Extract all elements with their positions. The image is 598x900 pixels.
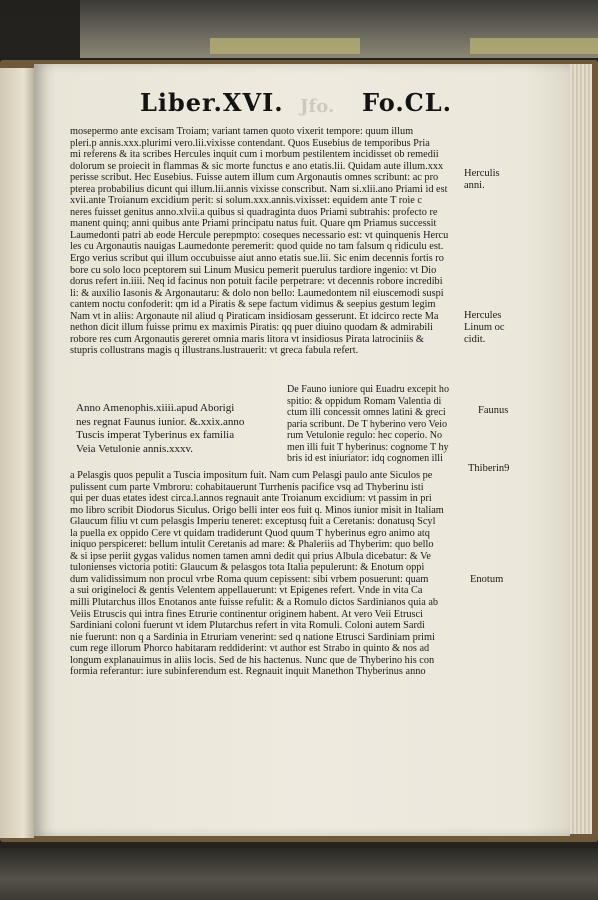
text-line: Ergo verius scribut qui illum occubuisse aiut anno etatis sue.lii. Sic enim decennis fortis ro [70, 253, 444, 265]
text-line: Tuscis imperat Tyberinus ex familia [76, 429, 235, 441]
text-line: Laumedonti patri ab eode Hercule perepmpto: coseques necessario est: vt quinquenis Hercu [70, 229, 449, 241]
text-line: les cu Argonautis nauigas Laumedonte peremerit: quod quide no tam falsum q ridiculu est. [70, 241, 444, 253]
facing-page-edge [0, 68, 34, 838]
text-line: paria scribunt. De T hyberino vero Veio [287, 418, 448, 430]
text-line: a sui origineloci & gentis Velentem appellauerunt: vt Epigenes refert. Vnde in vita Ca [70, 585, 423, 597]
text-line: la puella ex oppido Cere vt quidam tradiderunt Quod quum T hyberinus egro animo atq [70, 527, 430, 539]
text-line: bore cu solo loco pceptorem sui Linum Musicu pemerit puerulus tardiore ingenio: vt Dio [70, 264, 437, 276]
text-line: longum explanauimus in aliis locis. Sed de his hactenus. Nunc que de Thyberino his con [70, 654, 435, 666]
running-head-left: Liber.XVI. [140, 88, 284, 117]
text-line: tulonienses victoria potiti: Glaucum & pelasgos tota Italia pepulerunt: & Enotum oppi [70, 562, 425, 574]
marginal-note-enotum: Enotum [470, 574, 504, 585]
marginal-note-herculis: Herculis anni. [464, 168, 500, 191]
text-line: Anno Amenophis.xiiii.apud Aborigi [76, 402, 235, 414]
main-text-top [70, 126, 448, 357]
text-line: formia referantur: iure subinferendum est. Regnauit inquit Manethon Thyberinus anno [70, 666, 426, 678]
text-line: iniquo perspiceret: bellum intulit Ceretanis ad mare: & Phaleriis ad Thyberim: quo bello [70, 539, 434, 551]
text-line: spitio: & oppidum Romam Valentia di [287, 395, 442, 407]
text-line: pulissent cum parte Vmbroru: cohabitauerunt Turrhenis pacifice vsq ad Thyberinu isti [70, 481, 424, 493]
text-line: perisse scribut. Hec Eusebius. Fuisse autem illum cum Argonautis omnes scribunt: ac pro [70, 172, 439, 184]
tape-strip [470, 38, 598, 54]
text-line: Veiis Etruscis qui intra fines Etrurie continentur originem habent. At vero Veii Etrusci [70, 608, 423, 620]
bottom-surface [0, 848, 598, 900]
right-column-text [287, 384, 449, 465]
text-line: mi referens & ita scribes Hercules inquit cum i morbum pestilentem incidisset ob remedii [70, 149, 439, 161]
text-line: mosepermo ante excisam Troiam; variant tamen quoto vixerit tempore: quum illum [70, 126, 414, 137]
show-through-text: Jfo. [300, 96, 335, 117]
marginal-note-thiberinus: Thiberin9 [468, 463, 510, 474]
marginal-note-faunus: Faunus [478, 405, 509, 416]
text-line: men illi fuit T hyberinus: cognome T hy [287, 441, 449, 453]
text-line: pterea probabilius dicunt qui illum.lii.annis vixisse conscribut. Nam si.xlii.ano Priami id est [70, 183, 448, 195]
text-line: xvii.ante Troianum excidium perit: si solum.xxx.annis.vixisset: equidem ante T roie c [70, 195, 422, 207]
text-line: manent quinq; anni quibus ante Priami principatu natus fuit. Quare qm Priamus successit [70, 218, 437, 230]
text-line: a Pelasgis quos pepulit a Tuscia impositum fuit. Nam cum Pelasgi paulo ante Siculos pe [70, 470, 433, 481]
text-line: nie fuerunt: non q a Sardinia in Etruriam venerint: sed q natione Etrusci Sardiniam primi [70, 631, 435, 643]
text-line: cum rege illorum Phorco habitaram reddiderint: vt author est Strabo in quinto & nos ad [70, 643, 430, 655]
text-line: bris id est iniuriator: idq cognomen illi [287, 453, 443, 465]
text-line: nethon dicit illum fuisse primu ex maximis Piratis: qq puer diuino quodam & admirabili [70, 322, 433, 334]
text-line: dum validissimum non procul vrbe Roma quum cepissent: sibi vrbem posuerunt: quam [70, 573, 429, 585]
text-line: Veia Vetulonie annis.xxxv. [76, 442, 194, 455]
text-line: nes regnat Faunus iunior. &.xxix.anno [76, 415, 245, 428]
text-line: robore res cum Argonautis gereret omnia maris litora vt insidiosus Pirata latrociniis & [70, 333, 424, 345]
chronology-note [76, 402, 244, 456]
text-line: stupris collustrans magis q illustrans.lustrauerit: vt greca fabula refert. [70, 345, 359, 357]
main-text-bottom [70, 470, 444, 678]
marginal-note-hercules-linum: Hercules Linum oc cidit. [464, 310, 505, 345]
text-line: ctum illi concessit omnes latini & greci [287, 407, 446, 419]
text-line: li: & auxilio Iasonis & Argonautaru: & dolo non bello: Laumedontem nil eiuscemodi suspi [70, 287, 444, 299]
text-line: Glaucum filiu vt cum pelasgis Imperiu teneret: exceptusq fuit a Ceretanis: donatusq Scyl [70, 516, 436, 528]
text-line: Nam vt in aliis: Argonaute nil aliud q Piraticam insidiosam gesserunt. Et idcirco recte Ma [70, 310, 439, 322]
folio-number: Fo.CL. [362, 88, 452, 117]
text-line: neres fuisset genitus anno.xlvii.a quibus si quadraginta duos Priami subtrahis: profecto re [70, 206, 438, 218]
text-line: dorus refert in.iiii. Neq id facinus non potuit facile perpetrare: vt decennis robore incredibi [70, 276, 443, 288]
tape-strip [210, 38, 360, 54]
text-line: & si ipse periit gygas validus nomen tamen amni dedit qui prius Albula dicebatur: & Ve [70, 550, 431, 562]
text-line: mo libro scribit Diodorus Siculus. Origo belli inter eos fuit q. Minos iunior misit in Italiam [70, 504, 444, 516]
text-line: cantem noctu confoderit: qm id a Piratis & sepe factum vidimus & seepius gestum legim [70, 299, 436, 311]
text-line: De Fauno iuniore qui Euadru excepit ho [287, 384, 450, 395]
top-shelf [80, 0, 598, 58]
text-line: qui per duas etates idest circa.l.annos regnauit ante Troianum excidium: vt passim in pri [70, 493, 432, 505]
text-line: pleri.p annis.xxx.plurimi vero.lii.vixisse contendant. Quos Eusebius de temporibus Pria [70, 137, 430, 149]
text-line: milli Plutarchus illos Enotanos ante fuisse refulit: & a Romulo dictos Sardinianos quia ab [70, 597, 439, 609]
text-line: rum Vetulonie regulo: hec coperio. No [287, 430, 443, 442]
text-line: dolorum se proiecit in flammas & sic morte functus e ano etatis.lii. Quidam aute illum.xxx [70, 160, 444, 172]
text-line: Sardiniani coloni fuerunt vt idem Plutarchus refert in vita Romuli. Coloni autem Sardi [70, 620, 425, 632]
